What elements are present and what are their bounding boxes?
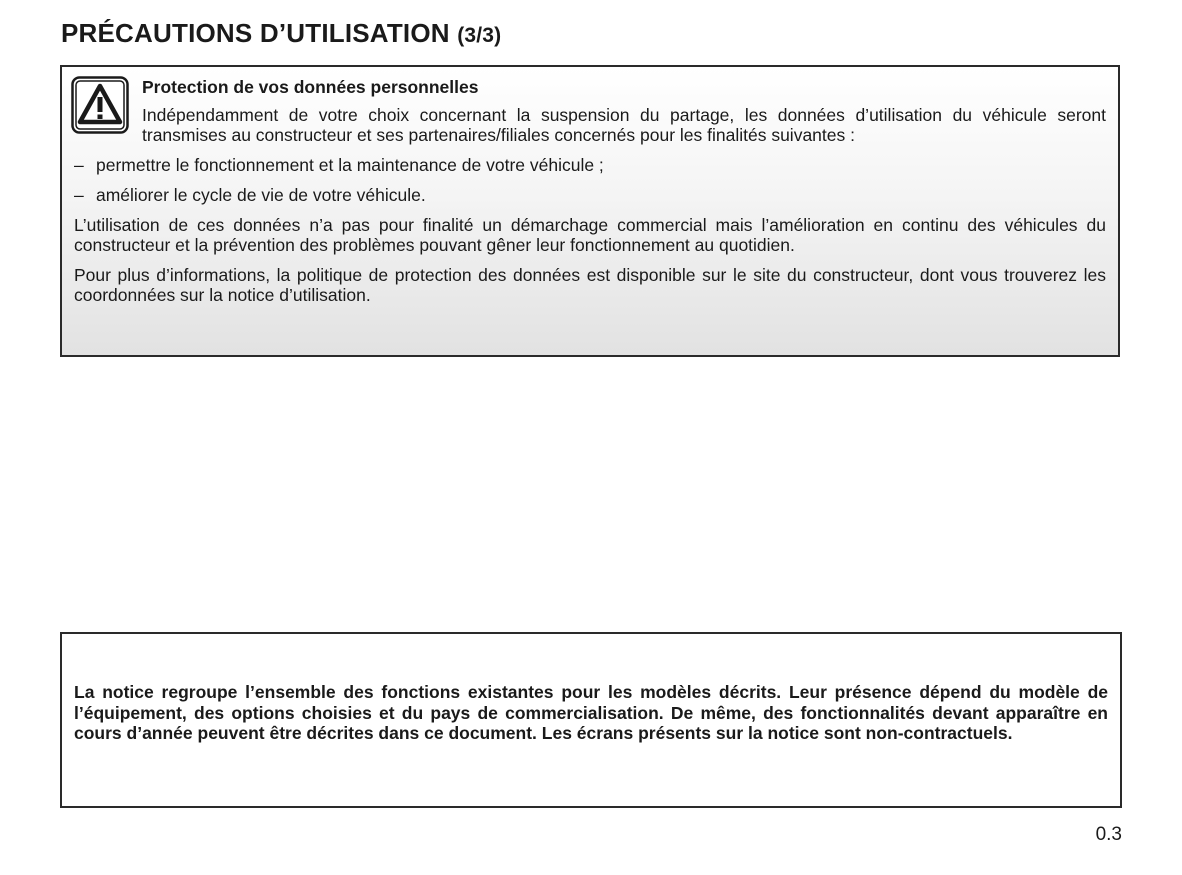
bullet-text: permettre le fonctionnement et la maintenance de votre véhicule ; [96,155,604,175]
notice-text: La notice regroupe l’ensemble des fonctions existantes pour les modèles décrits. Leur présence dépend du modèle de l’équipement, des options choisies et du pays de commercialisation. De même, des fonctionnalités devant apparaître en cours d’année peuvent être décrites dans ce document. Les écrans présents sur la notice sont non-contractuels. [74,682,1108,743]
page-number: 0.3 [1095,824,1122,845]
bullet-marker: – [74,155,84,175]
bullet-marker: – [74,185,84,205]
warning-heading: Protection de vos données personnelles [142,77,479,97]
page-title-text: PRÉCAUTIONS D’UTILISATION [61,18,450,48]
page-title [61,18,501,49]
list-item [74,155,1106,175]
warning-content [74,77,1106,315]
page-title-suffix: (3/3) [457,24,502,47]
warning-intro: Indépendamment de votre choix concernant la suspension du partage, les données d’utilisation du véhicule seront transmises au constructeur et ses partenaires/filiales concernés pour les finalités suivantes : [142,105,1106,145]
warning-paragraph-info: Pour plus d’informations, la politique de protection des données est disponible sur le site du constructeur, dont vous trouverez les coordonnées sur la notice d’utilisation. [74,265,1106,305]
list-item [74,185,1106,205]
warning-paragraph-usage: L’utilisation de ces données n’a pas pour finalité un démarchage commercial mais l’amélioration en continu des véhicules du constructeur et la prévention des problèmes pouvant gêner leur fonctionnement au quotidien. [74,215,1106,255]
warning-box [60,65,1120,357]
bullet-text: améliorer le cycle de vie de votre véhicule. [96,185,426,205]
notice-box [60,632,1122,808]
